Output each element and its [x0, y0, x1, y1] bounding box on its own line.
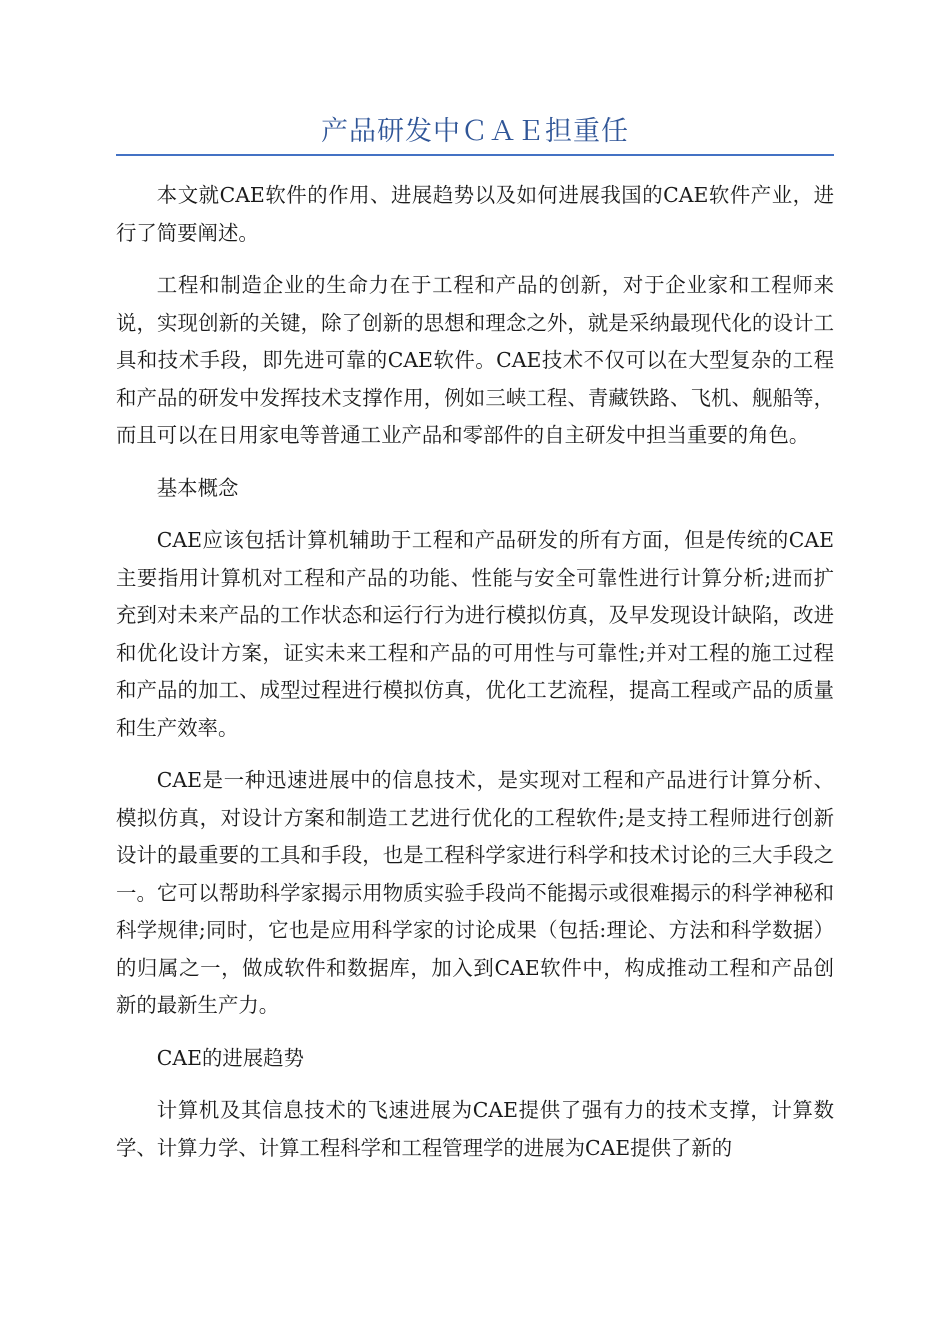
paragraph-cae-trends: 计算机及其信息技术的飞速进展为CAE提供了强有力的技术支撑，计算数学、计算力学、计算工程科学和工程管理学的进展为CAE提供了新的	[116, 1098, 834, 1160]
section-heading-cae-trends: CAE的进展趋势	[156, 1045, 304, 1070]
paragraph-innovation: 工程和制造企业的生命力在于工程和产品的创新，对于企业家和工程师来说，实现创新的关键，除了创新的思想和理念之外，就是采纳最现代化的设计工具和技术手段，即先进可靠的CAE软件。CAE技术不仅可以在大型复杂的工程和产品的研发中发挥技术支撑作用，例如三峡工程、青藏铁路、飞机、舰船等，而且可以在日用家电等普通工业产品和零部件的自主研发中担当重要的角色。	[116, 273, 834, 447]
paragraph-intro: 本文就CAE软件的作用、进展趋势以及如何进展我国的CAE软件产业，进行了简要阐述。	[116, 183, 834, 245]
document-title: 产品研发中ＣＡＥ担重任	[321, 116, 629, 147]
section-heading-basic-concepts: 基本概念	[156, 475, 239, 500]
title-underline	[116, 154, 834, 156]
paragraph-cae-definition: CAE是一种迅速进展中的信息技术，是实现对工程和产品进行计算分析、模拟仿真，对设计方案和制造工艺进行优化的工程软件;是支持工程师进行创新设计的最重要的工具和手段，也是工程科学家进行科学和技术讨论的三大手段之一。它可以帮助科学家揭示用物质实验手段尚不能揭示或很难揭示的科学神秘和科学规律;同时，它也是应用科学家的讨论成果（包括:理论、方法和科学数据）的归属之一，做成软件和数据库，加入到CAE软件中，构成推动工程和产品创新的最新生产力。	[116, 768, 834, 1017]
document-body	[116, 177, 834, 1182]
paragraph-cae-scope: CAE应该包括计算机辅助于工程和产品研发的所有方面，但是传统的CAE主要指用计算机对工程和产品的功能、性能与安全可靠性进行计算分析;进而扩充到对未来产品的工作状态和运行行为进行模拟仿真，及早发现设计缺陷，改进和优化设计方案，证实未来工程和产品的可用性与可靠性;并对工程的施工过程和产品的加工、成型过程进行模拟仿真，优化工艺流程，提高工程或产品的质量和生产效率。	[116, 528, 834, 740]
